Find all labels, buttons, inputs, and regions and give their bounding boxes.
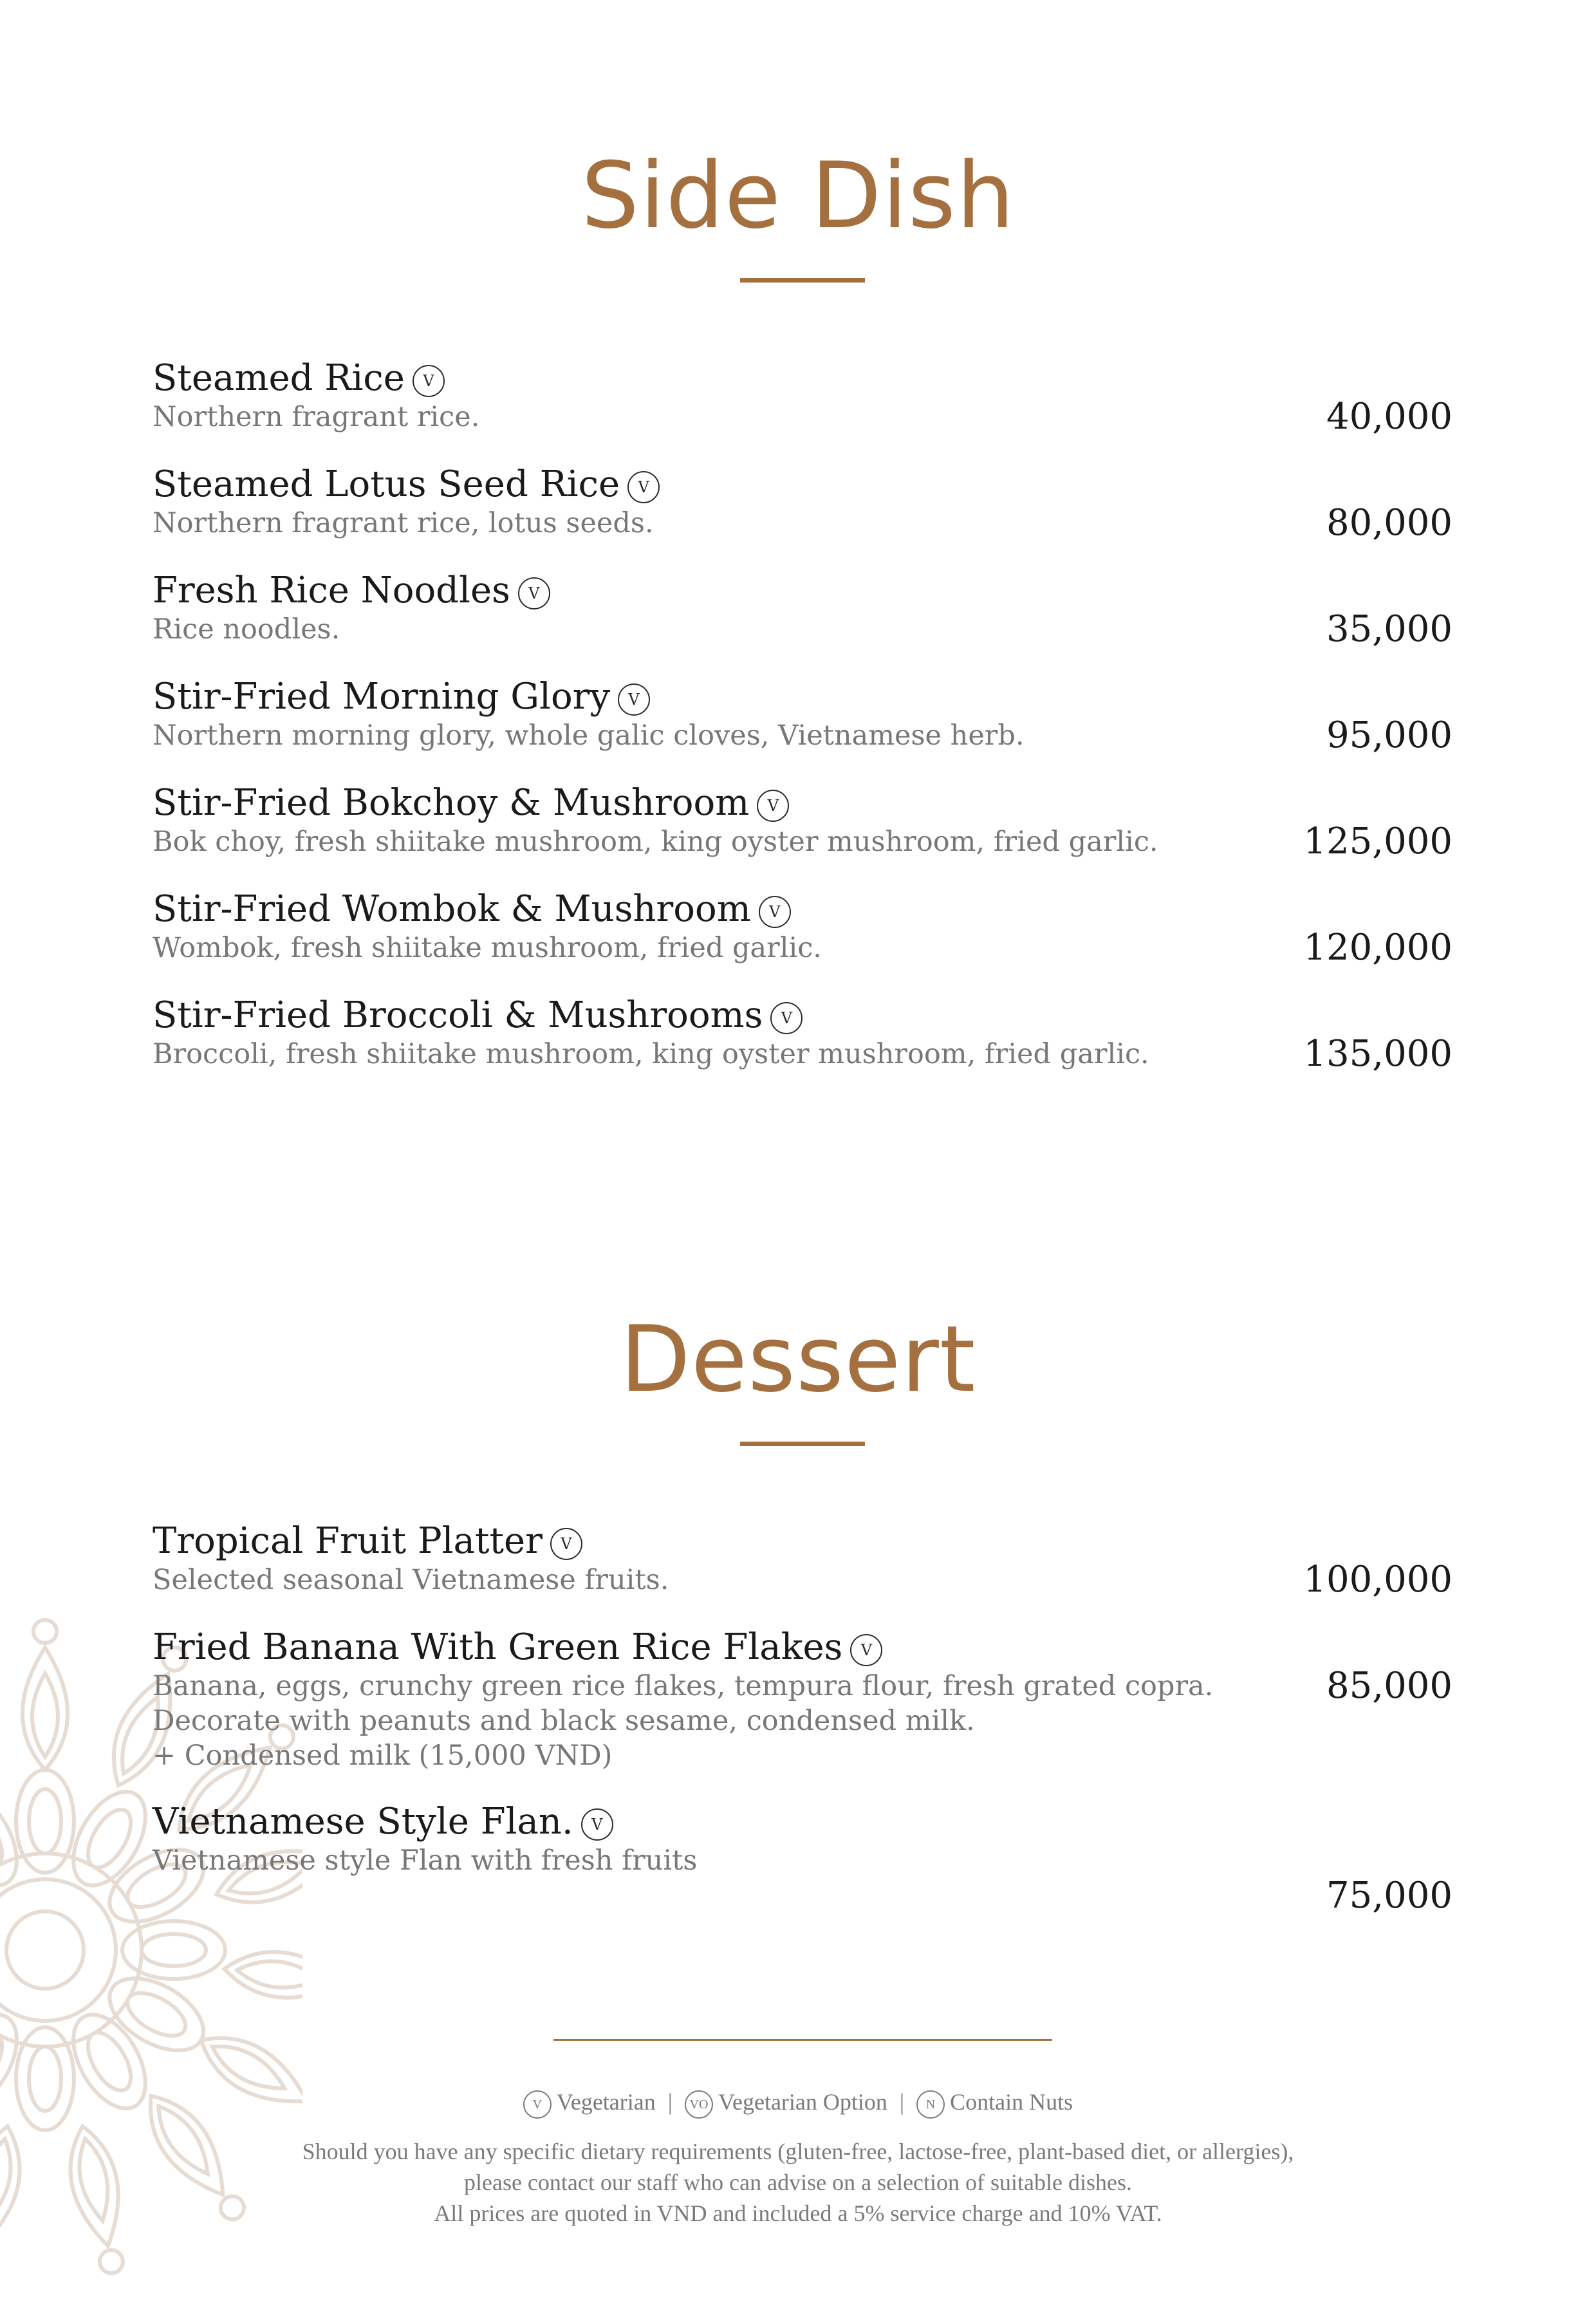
item-price: 35,000	[1326, 608, 1452, 650]
menu-item-vietnamese-style-flan	[153, 1801, 1452, 1917]
item-description: + Condensed milk (15,000 VND)	[153, 1740, 613, 1772]
dessert-title-rule	[740, 1442, 865, 1446]
item-name: Stir-Fried Broccoli & Mushrooms	[153, 994, 763, 1036]
vegetarian-badge-icon: V	[413, 365, 445, 397]
item-description: Northern fragrant rice, lotus seeds.	[153, 507, 654, 539]
menu-item-tropical-fruit-platter	[153, 1520, 1452, 1601]
vegetarian-legend-icon: V	[523, 2090, 552, 2119]
footer-rule	[553, 2039, 1052, 2041]
item-price: 95,000	[1326, 714, 1452, 756]
item-price: 85,000	[1326, 1665, 1452, 1707]
legend-vegetarian-option-label: Vegetarian Option	[718, 2089, 887, 2115]
dietary-note: please contact our staff who can advise on a selection of suitable dishes.	[463, 2169, 1132, 2195]
item-price: 120,000	[1303, 927, 1452, 969]
vegetarian-badge-icon: V	[850, 1634, 882, 1666]
vegetarian-badge-icon: V	[550, 1528, 582, 1560]
side-dish-title: Side Dish	[580, 143, 1015, 249]
item-name: Steamed Lotus Seed Rice	[153, 463, 620, 505]
item-price: 125,000	[1303, 821, 1452, 862]
menu-item-fresh-rice-noodles	[153, 570, 1452, 650]
menu-item-stir-fried-bokchoy-mushroom	[153, 782, 1452, 862]
legend-separator: |	[667, 2089, 673, 2115]
item-price: 75,000	[1326, 1875, 1452, 1917]
item-description: Northern morning glory, whole galic cloves, Vietnamese herb.	[153, 720, 1025, 752]
legend-contain-nuts-label: Contain Nuts	[950, 2089, 1073, 2115]
item-name: Steamed Rice	[153, 357, 405, 399]
item-name: Stir-Fried Bokchoy & Mushroom	[153, 782, 750, 824]
item-description: Vietnamese style Flan with fresh fruits	[153, 1844, 698, 1877]
menu-item-stir-fried-wombok-mushroom	[153, 888, 1452, 969]
pricing-note: All prices are quoted in VND and included a 5% service charge and 10% VAT.	[434, 2200, 1162, 2226]
menu-item-fried-banana-green-rice-flakes	[153, 1626, 1452, 1773]
item-description: Decorate with peanuts and black sesame, condensed milk.	[153, 1705, 975, 1737]
legend-vegetarian-label: Vegetarian	[556, 2089, 656, 2115]
dietary-note: Should you have any specific dietary requirements (gluten-free, lactose-free, plant-based diet, or allergies),	[302, 2139, 1294, 2164]
side-dish-title-rule	[740, 278, 865, 283]
menu-item-steamed-lotus-seed-rice	[153, 463, 1452, 544]
item-price: 100,000	[1303, 1559, 1452, 1601]
vegetarian-option-legend-icon: VO	[685, 2090, 713, 2119]
dessert-title: Dessert	[620, 1306, 976, 1413]
item-name: Fresh Rice Noodles	[153, 570, 510, 611]
dietary-legend	[0, 2088, 1596, 2119]
vegetarian-badge-icon: V	[627, 471, 660, 503]
item-description: Broccoli, fresh shiitake mushroom, king oyster mushroom, fried garlic.	[153, 1038, 1149, 1070]
vegetarian-badge-icon: V	[581, 1808, 613, 1841]
item-description: Wombok, fresh shiitake mushroom, fried garlic.	[153, 932, 822, 964]
item-description: Northern fragrant rice.	[153, 401, 480, 433]
item-description: Banana, eggs, crunchy green rice flakes, tempura flour, fresh grated copra.	[153, 1670, 1214, 1702]
contain-nuts-legend-icon: N	[916, 2090, 945, 2119]
menu-item-steamed-rice	[153, 357, 1452, 438]
menu-item-stir-fried-morning-glory	[153, 676, 1452, 756]
item-name: Stir-Fried Wombok & Mushroom	[153, 888, 751, 930]
item-description: Rice noodles.	[153, 613, 340, 646]
item-description: Bok choy, fresh shiitake mushroom, king oyster mushroom, fried garlic.	[153, 826, 1158, 858]
vegetarian-badge-icon: V	[518, 577, 550, 609]
item-price: 80,000	[1326, 502, 1452, 544]
item-name: Tropical Fruit Platter	[153, 1520, 543, 1562]
menu-item-stir-fried-broccoli-mushrooms	[153, 994, 1452, 1075]
item-name: Vietnamese Style Flan.	[153, 1801, 573, 1843]
legend-separator: |	[899, 2089, 905, 2115]
vegetarian-badge-icon: V	[618, 683, 650, 716]
item-price: 135,000	[1303, 1033, 1452, 1075]
vegetarian-badge-icon: V	[770, 1002, 803, 1034]
item-name: Fried Banana With Green Rice Flakes	[153, 1626, 843, 1668]
item-price: 40,000	[1326, 396, 1452, 438]
vegetarian-badge-icon: V	[759, 896, 791, 928]
item-description: Selected seasonal Vietnamese fruits.	[153, 1564, 669, 1596]
vegetarian-badge-icon: V	[757, 790, 789, 822]
item-name: Stir-Fried Morning Glory	[153, 676, 611, 718]
